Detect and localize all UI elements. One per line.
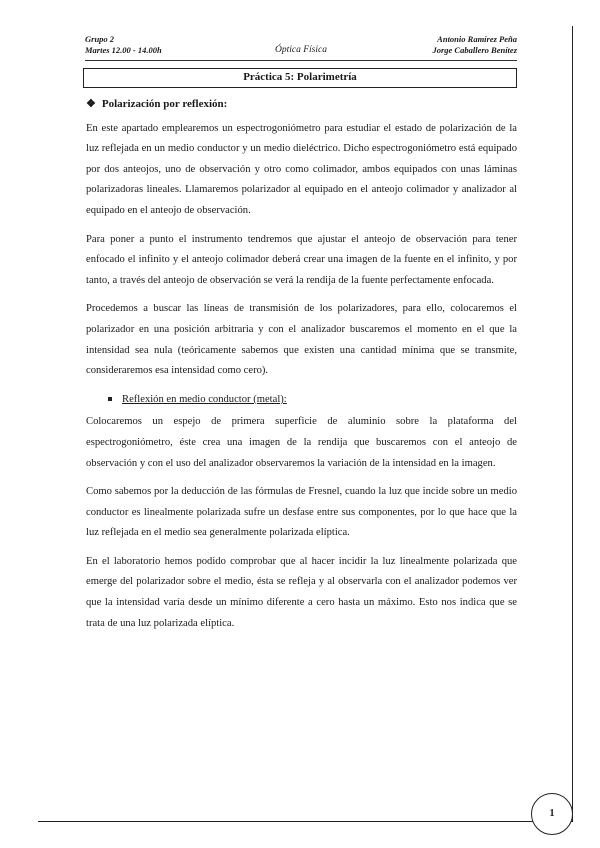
page-title: Práctica 5: Polarimetría [83, 68, 517, 88]
subsection-heading [108, 390, 517, 411]
page-header [85, 34, 517, 61]
paragraph: Procedemos a buscar las líneas de transmisión de los polarizadores, para ello, colocaremos el polarizador en una posición arbitraria y con el analizador buscaremos el momento en el que la intensidad sea nula (teóricamente sabemos que existen una cantidad mínima que se transmite, consideraremos esa intensidad como cero). [86, 303, 517, 377]
paragraph: Como sabemos por la deducción de las fórmulas de Fresnel, cuando la luz que incide sobre un medio conductor es linealmente polarizada sufre un desfase entre sus componentes, por lo que hace que la luz reflejada en el medio sea generalmente polarizada elíptica. [86, 486, 517, 539]
header-schedule: Martes 12.00 - 14.00h [85, 45, 162, 55]
paragraph: En el laboratorio hemos podido comprobar que al hacer incidir la luz linealmente polarizada que emerge del polarizador sobre el medio, ésta se refleja y al observarla con el analizador podemos ver que la intensidad varía desde un mínimo diferente a cero hasta un máximo. Esto nos indica que se trata de una luz polarizada elíptica. [86, 555, 517, 629]
diamond-bullet-icon: ❖ [86, 98, 96, 110]
header-author-2: Jorge Caballero Benítez [432, 45, 517, 55]
paragraph: Para poner a punto el instrumento tendremos que ajustar el anteojo de observación para tener enfocado el infinito y el anteojo colimador deberá crear una imagen de la fuente en el infinito, y por tanto, a través del anteojo de observación se verá la rendija de la fuente perfectamente enfocada. [86, 233, 517, 286]
header-left [85, 34, 162, 56]
paragraph: Colocaremos un espejo de primera superficie de aluminio sobre la plataforma del espectrogoniómetro, éste crea una imagen de la rendija que buscaremos con el anteojo de observación y con el uso del analizador observaremos la variación de la intensidad en la imagen. [86, 416, 517, 469]
section-heading-text: Polarización por reflexión: [101, 98, 228, 110]
paragraph: En este apartado emplearemos un espectrogoniómetro para estudiar el estado de polarización de la luz reflejada en un medio conductor y un medio dieléctrico. Dicho espectrogoniómetro está equipado por dos anteojos, uno de observación y otro como colimador, ambos equipados con unas láminas polarizadoras lineales. Llamaremos polarizador al equipado en el anteojo colimador y analizador al equipado en el anteojo de observación. [86, 122, 517, 216]
header-group: Grupo 2 [85, 34, 115, 44]
header-author-1: Antonio Ramírez Peña [437, 34, 517, 44]
header-right [432, 34, 517, 56]
document-body [86, 94, 517, 642]
section-heading [86, 94, 517, 115]
header-subject: Óptica Física [275, 45, 327, 55]
subsection-heading-text: Reflexión en medio conductor (metal): [122, 393, 287, 405]
page-number: 1 [531, 793, 573, 835]
square-bullet-icon [108, 397, 112, 401]
